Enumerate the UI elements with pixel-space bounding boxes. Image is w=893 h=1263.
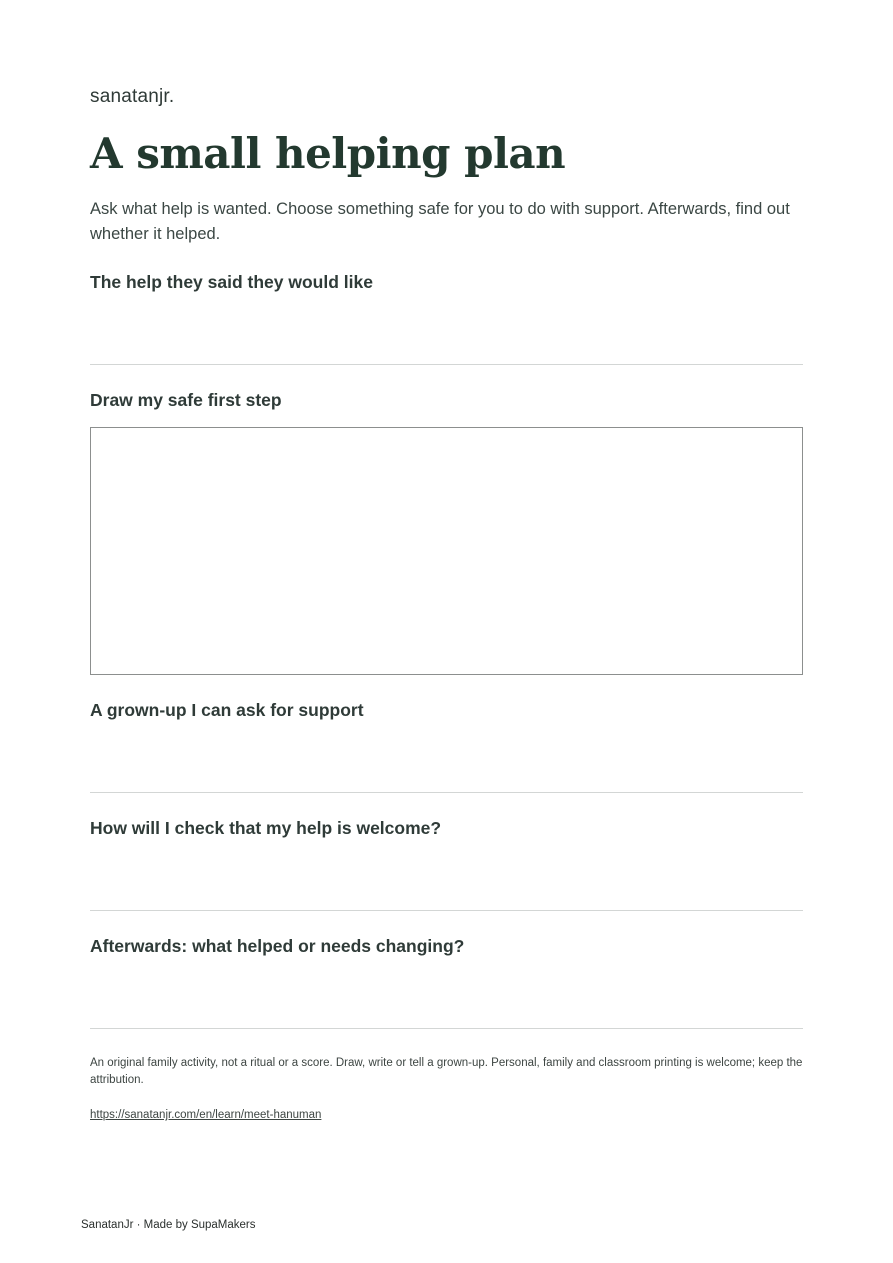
check-welcome-answer-line	[90, 910, 803, 911]
afterwards-answer-line	[90, 1028, 803, 1029]
attribution-note: An original family activity, not a ritual or a score. Draw, write or tell a grown-up. Personal, family and classroom printing is welcome; keep the attribution.	[90, 1057, 803, 1086]
source-link[interactable]: https://sanatanjr.com/en/learn/meet-hanuman	[90, 1109, 322, 1121]
section-help-wanted-label: The help they said they would like	[90, 272, 373, 292]
section-check-welcome-label: How will I check that my help is welcome?	[90, 818, 442, 838]
grown-up-answer-line	[90, 792, 803, 793]
section-grown-up-label: A grown-up I can ask for support	[90, 700, 364, 720]
drawing-box	[90, 427, 803, 675]
brand-name: sanatanjr.	[90, 86, 175, 107]
help-wanted-answer-line	[90, 364, 803, 365]
section-afterwards-label: Afterwards: what helped or needs changing?	[90, 936, 465, 956]
section-draw-step-label: Draw my safe first step	[90, 390, 282, 410]
footer-credit: SanatanJr · Made by SupaMakers	[81, 1219, 256, 1231]
intro-text: Ask what help is wanted. Choose something safe for you to do with support. Afterwards, find out whether it helped.	[90, 200, 790, 243]
page-title: A small helping plan	[90, 129, 566, 178]
